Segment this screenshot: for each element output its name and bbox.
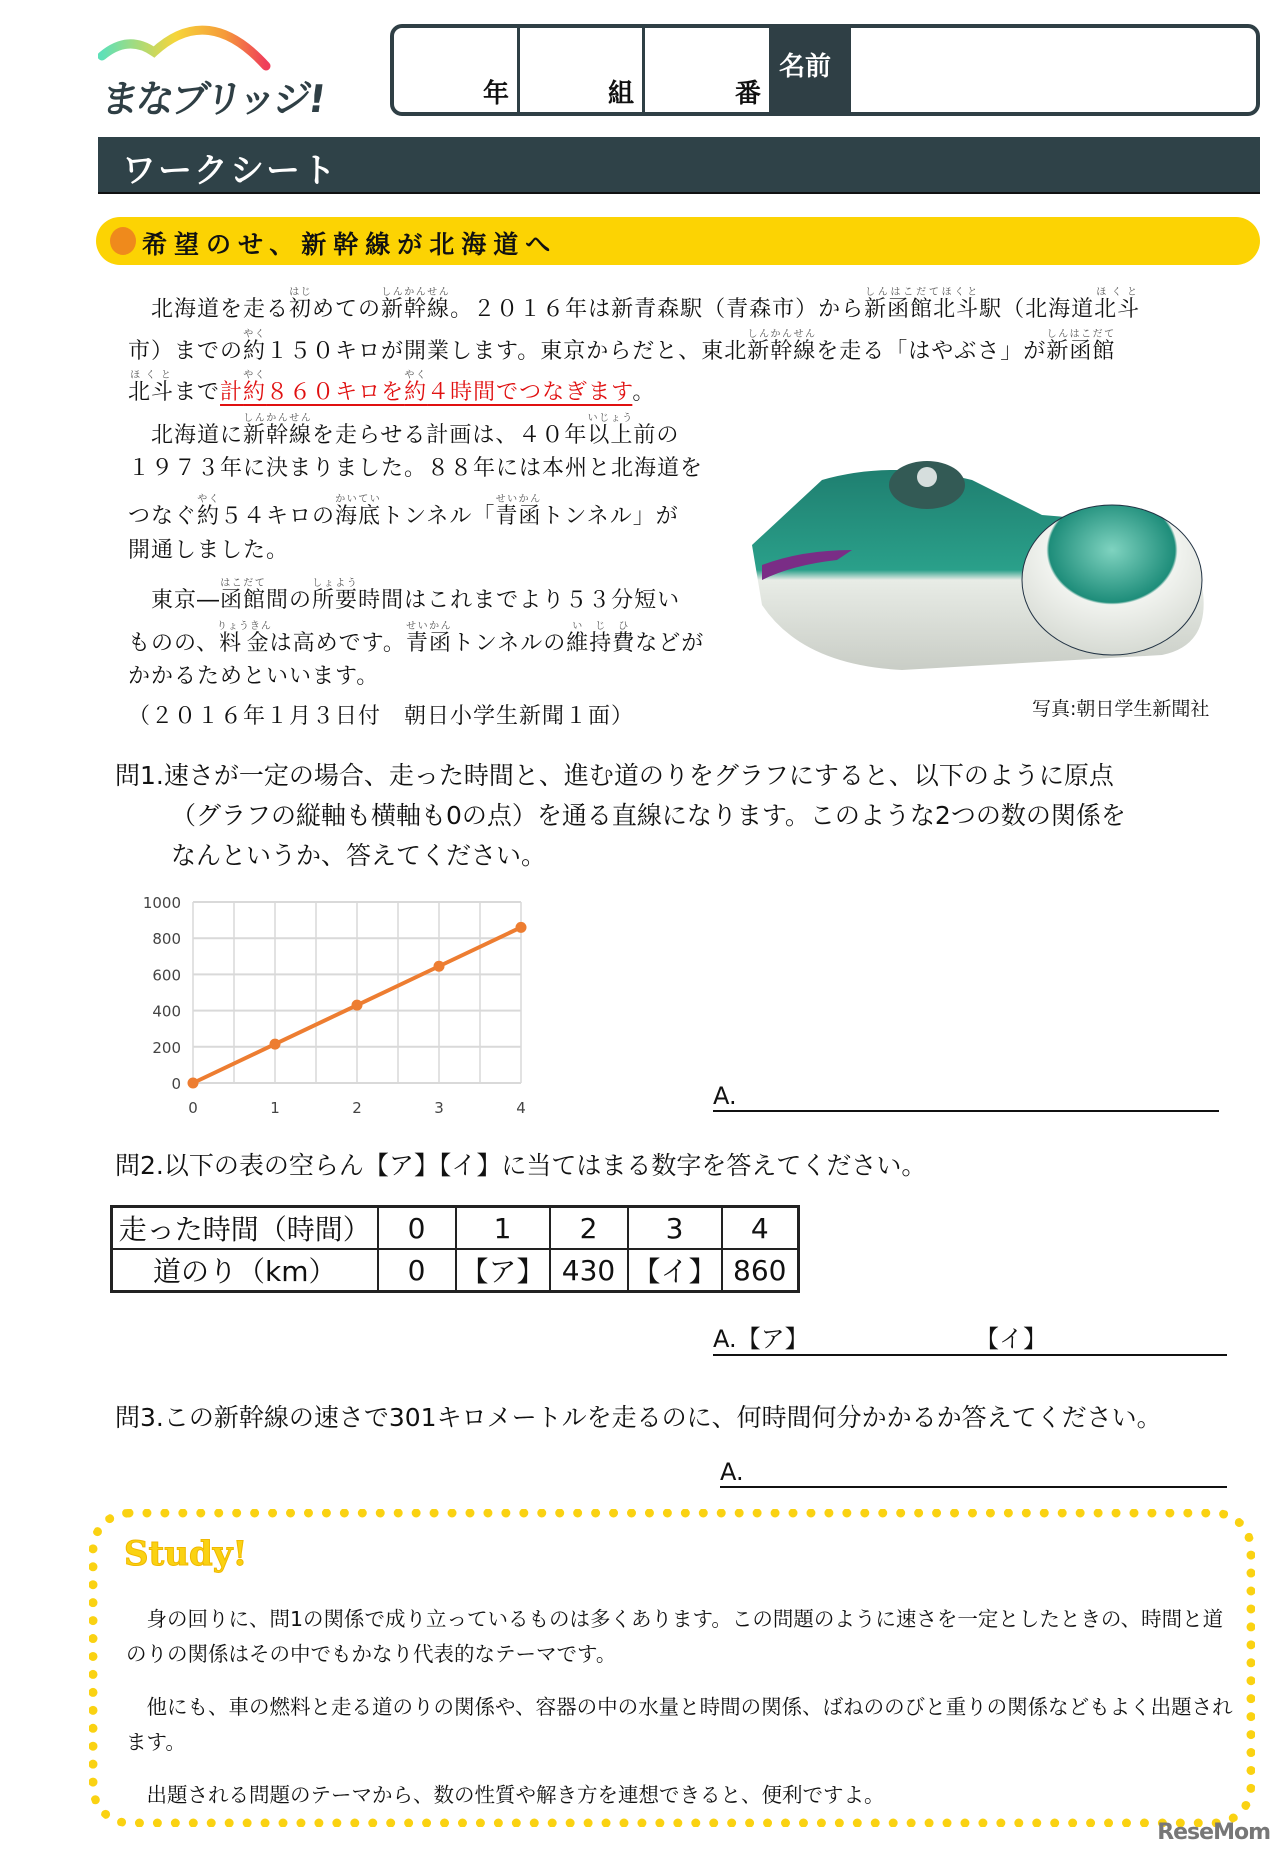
text-segment: １５０キロが開業します。東京からだと、東北 (266, 339, 748, 364)
text-segment (289, 287, 313, 322)
distance-time-chart (120, 880, 540, 1130)
article-line (128, 621, 704, 657)
data-point (270, 1039, 281, 1050)
ruby-base: 約 (243, 380, 267, 405)
text-segment (1094, 287, 1141, 322)
topic-banner (96, 217, 1260, 265)
furigana: はじ (289, 287, 313, 298)
text-segment (220, 578, 267, 613)
worksheet-title: ワークシート (98, 137, 1260, 194)
furigana: ほくと (128, 370, 174, 381)
text-segment (335, 494, 382, 529)
x-tick-label: 3 (434, 1099, 444, 1117)
text-segment: 時間はこれまでより５３分短い (358, 588, 681, 613)
text-segment: を走る「はやぶさ」が (816, 339, 1047, 364)
text-segment (587, 413, 634, 448)
text-segment: 間の (266, 588, 313, 613)
text-segment: 北海道に (128, 423, 244, 448)
time-distance-table (110, 1205, 800, 1293)
number-label: 番 (734, 79, 761, 109)
article-line (128, 578, 680, 614)
furigana: ほくと (1094, 287, 1141, 298)
text-segment: （２０１６年１月３日付 朝日小学生新聞１面） (128, 704, 635, 729)
text-segment: 前の (633, 423, 680, 448)
table-cell: 1 (456, 1207, 550, 1250)
answer-3-label: A. (720, 1458, 744, 1486)
text-segment: 駅（北海道 (979, 297, 1095, 322)
text-segment: 北海道を走る (128, 297, 290, 322)
furigana: やく (404, 370, 428, 381)
name-label: 名前 (769, 28, 851, 112)
text-segment: は高めです。 (269, 631, 406, 656)
text-segment: 市）までの (128, 339, 244, 364)
name-field[interactable] (851, 28, 1256, 112)
text-segment: を走らせる計画は、４０年 (312, 423, 588, 448)
text-segment: トンネル」が (541, 504, 679, 529)
ruby-base: 北斗 (1094, 297, 1141, 322)
bullet-dot-icon (110, 227, 136, 255)
data-point (434, 961, 445, 972)
ruby-base: 初 (289, 297, 313, 322)
data-point (516, 922, 527, 933)
furigana: しょよう (312, 578, 359, 589)
highlighted-text (404, 370, 428, 405)
photo-caption: 写真:朝日学生新聞社 (1032, 698, 1210, 720)
furigana: しんかんせん (243, 413, 313, 424)
text-segment (312, 578, 359, 613)
furigana: やく (197, 494, 221, 505)
y-tick-label: 800 (152, 930, 181, 949)
x-tick-label: 4 (516, 1099, 526, 1117)
number-field[interactable] (645, 28, 769, 112)
table-header-distance: 道のり（km） (112, 1249, 378, 1292)
answer-2a-label: A.【ア】 (713, 1325, 809, 1353)
furigana: りょうきん (216, 621, 272, 632)
article-line (128, 370, 655, 406)
study-title: Study! (124, 1534, 248, 1574)
question-1-line-2: （グラフの縦軸も横軸も0の点）を通る直線になります。このような2つの数の関係を (171, 801, 1126, 830)
ruby-base: 新幹線 (381, 297, 451, 322)
ruby-base: 所要 (312, 588, 359, 613)
text-segment (495, 494, 542, 529)
text-segment: ５４キロの (220, 504, 336, 529)
article-line (128, 533, 289, 564)
ruby-base: 料金 (216, 631, 272, 656)
answer-2i-label: 【イ】 (975, 1325, 1047, 1353)
text-segment (381, 287, 451, 322)
ruby-base: 維持費 (566, 631, 636, 656)
text-segment (243, 329, 267, 364)
logo-text: まなブリッジ! (98, 77, 326, 121)
answer-3-line[interactable] (720, 1458, 1227, 1488)
ruby-base: 約 (197, 504, 221, 529)
highlighted-text (243, 370, 267, 405)
text-segment (128, 370, 175, 405)
furigana: はこだて (220, 578, 267, 589)
table-cell: 0 (378, 1207, 456, 1250)
x-tick-label: 1 (270, 1099, 280, 1117)
class-field[interactable] (520, 28, 645, 112)
furigana: かいてい (335, 494, 382, 505)
furigana: せいかん (405, 621, 452, 632)
ruby-base: 新幹線 (243, 423, 313, 448)
article-line (128, 329, 1115, 365)
text-segment: 。 (632, 380, 656, 405)
table-cell: 430 (550, 1249, 628, 1292)
table-blank-i: 【イ】 (628, 1249, 722, 1292)
furigana: せいかん (495, 494, 542, 505)
x-tick-label: 0 (188, 1099, 198, 1117)
ruby-base: 新幹線 (747, 339, 817, 364)
class-label: 組 (607, 79, 634, 109)
text-segment: １９７３年に決まりました。８８年には本州と北海道を (128, 456, 704, 481)
text-segment (197, 494, 221, 529)
furigana: やく (243, 370, 267, 381)
ruby-base: 青函 (405, 631, 452, 656)
table-cell: 860 (722, 1249, 799, 1292)
resemom-watermark: ReseMom (1157, 1820, 1270, 1845)
y-tick-label: 0 (171, 1075, 181, 1093)
ruby-base: 函館 (220, 588, 267, 613)
year-label: 年 (482, 79, 509, 109)
ruby-base: 約 (404, 380, 428, 405)
text-segment: かかるためといいます。 (128, 664, 380, 689)
furigana: いじひ (566, 621, 636, 632)
text-segment: トンネルの (451, 631, 567, 656)
text-segment (405, 621, 452, 656)
shinkansen-photo (742, 455, 1217, 680)
text-segment (216, 621, 272, 656)
table-header-time: 走った時間（時間） (112, 1207, 378, 1250)
y-tick-label: 200 (152, 1038, 181, 1057)
furigana: しんはこだて (1046, 329, 1116, 340)
furigana: しんかんせん (381, 287, 451, 298)
text-segment: トンネル「 (381, 504, 496, 529)
manabridge-logo (98, 22, 338, 122)
answer-2-line[interactable] (713, 1319, 1227, 1356)
highlighted-text: ８６０キロを (266, 380, 405, 405)
article-line (128, 699, 634, 730)
article-line (128, 413, 679, 449)
article-line (128, 659, 379, 690)
ruby-base: 青函 (495, 504, 542, 529)
highlighted-text: ４時間でつなぎます (427, 380, 633, 405)
question-2-text: 問2.以下の表の空らん【ア】【イ】に当てはまる数字を答えてください。 (115, 1151, 927, 1180)
ruby-base: 新函館 (1046, 339, 1116, 364)
table-cell: 2 (550, 1207, 628, 1250)
question-1-line-3: なんというか、答えてください。 (171, 841, 547, 870)
table-cell: 0 (378, 1249, 456, 1292)
table-cell: 3 (628, 1207, 722, 1250)
furigana: いじょう (587, 413, 634, 424)
y-tick-label: 1000 (142, 894, 181, 912)
table-cell: 4 (722, 1207, 799, 1250)
text-segment (243, 413, 313, 448)
furigana: しんはこだてほくと (864, 287, 980, 298)
highlighted-text: 計 (220, 380, 244, 405)
text-segment: などが (635, 631, 705, 656)
text-segment: つなぐ (128, 504, 198, 529)
question-1-line-1: 問1.速さが一定の場合、走った時間と、進む道のりをグラフにすると、以下のように原点 (115, 761, 1114, 790)
answer-1-line[interactable] (713, 1082, 1219, 1112)
article-line (128, 287, 1140, 323)
table-row-distance (112, 1249, 799, 1292)
text-segment (1046, 329, 1116, 364)
text-segment: ものの、 (128, 631, 220, 656)
study-box (89, 1509, 1255, 1827)
x-tick-label: 2 (352, 1099, 362, 1117)
question-3-text: 問3.この新幹線の速さで301キロメートルを走るのに、何時間何分かかるか答えてください。 (115, 1403, 1162, 1432)
data-point (188, 1078, 199, 1089)
study-paragraph-1: 身の回りに、問1の関係で成り立っているものは多くあります。この問題のように速さを一定としたときの、時間と道のりの関係はその中でもかなり代表的なテーマです。 (126, 1607, 1224, 1666)
year-field[interactable] (394, 28, 520, 112)
article-line (128, 451, 703, 482)
text-segment: 。２０１６年は新青森駅（青森市）から (450, 297, 865, 322)
text-segment: 東京― (128, 588, 221, 613)
ruby-base: 以上 (587, 423, 634, 448)
text-segment: めての (312, 297, 382, 322)
text-segment: まで (174, 380, 221, 405)
study-paragraph-3: 出題される問題のテーマから、数の性質や解き方を連想できると、便利ですよ。 (126, 1783, 885, 1807)
ruby-base: 約 (243, 339, 267, 364)
furigana: やく (243, 329, 267, 340)
topic-title: 希望のせ、新幹線が北海道へ (142, 230, 558, 259)
table-blank-a: 【ア】 (456, 1249, 550, 1292)
study-paragraph-2: 他にも、車の燃料と走る道のりの関係や、容器の中の水量と時間の関係、ばねののびと重りの関係などもよく出題されます。 (126, 1695, 1233, 1754)
article-line (128, 494, 679, 530)
y-tick-label: 600 (152, 966, 181, 985)
ruby-base: 新函館北斗 (864, 297, 980, 322)
ruby-base: 北斗 (128, 380, 175, 405)
name-box (390, 24, 1260, 116)
answer-1-label: A. (713, 1082, 737, 1110)
data-point (352, 1000, 363, 1011)
text-segment: 開通しました。 (128, 538, 290, 563)
text-segment (864, 287, 980, 322)
text-segment (747, 329, 817, 364)
table-row-time (112, 1207, 799, 1250)
y-tick-label: 400 (152, 1002, 181, 1021)
text-segment (566, 621, 636, 656)
furigana: しんかんせん (747, 329, 817, 340)
ruby-base: 海底 (335, 504, 382, 529)
